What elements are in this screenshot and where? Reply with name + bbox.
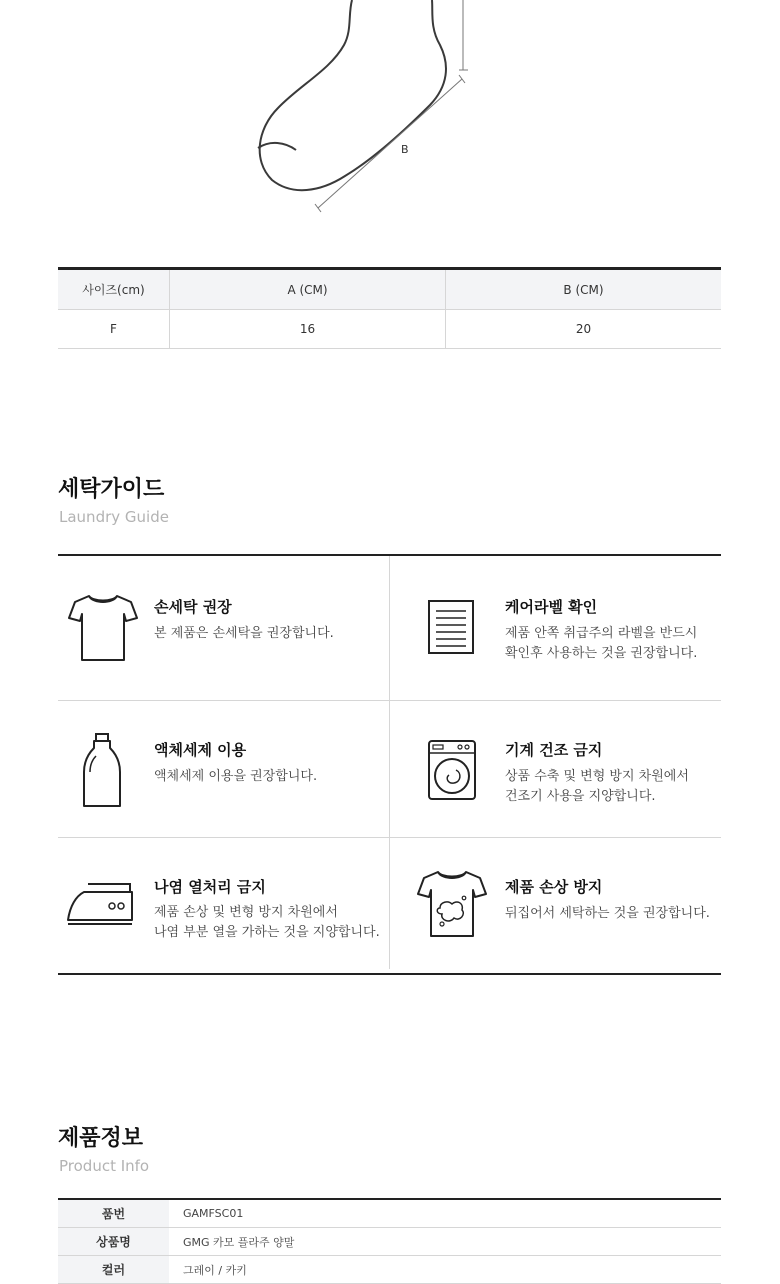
- guide-item-desc: 본 제품은 손세탁을 권장합니다.: [154, 626, 334, 641]
- laundry-guide-grid: [58, 554, 721, 975]
- info-label: 품번: [58, 1200, 169, 1227]
- guide-item-title: 액체세제 이용: [154, 741, 247, 759]
- product-info-table: [58, 1198, 721, 1284]
- product-info-title: 제품정보: [58, 1126, 144, 1151]
- guide-item-desc: 제품 손상 및 변형 방지 차원에서 나염 부분 열을 가하는 것을 지양합니다.: [154, 905, 380, 940]
- guide-item-title: 기계 건조 금지: [505, 741, 603, 759]
- dimension-b-line: [318, 79, 462, 208]
- sock-diagram: [0, 0, 780, 240]
- guide-item-desc: 상품 수축 및 변형 방지 차원에서 건조기 사용을 지양합니다.: [505, 769, 689, 804]
- guide-item-title: 제품 손상 방지: [505, 878, 603, 896]
- size-cell-a: 16: [169, 310, 445, 348]
- inside-out-shirt-icon: [416, 868, 488, 940]
- size-cell-size: F: [110, 322, 117, 336]
- sock-outline: [260, 0, 446, 190]
- sock-heel-line: [258, 143, 296, 150]
- iron-icon: [66, 878, 134, 926]
- guide-item-title: 손세탁 권장: [154, 598, 232, 616]
- dimension-b-label: B: [401, 143, 409, 156]
- detergent-bottle-icon: [82, 732, 122, 808]
- size-header-b: B (CM): [445, 270, 721, 309]
- size-cell-b: 20: [445, 310, 721, 348]
- guide-item-desc: 액체세제 이용을 권장합니다.: [154, 769, 318, 784]
- guide-item-desc: 뒤집어서 세탁하는 것을 권장합니다.: [505, 906, 710, 921]
- divider: [389, 556, 390, 969]
- guide-item-title: 케어라벨 확인: [505, 598, 598, 616]
- info-value: GAMFSC01: [183, 1207, 244, 1220]
- table-row: [58, 1200, 721, 1228]
- guide-item-title: 나염 열처리 금지: [154, 878, 266, 896]
- laundry-guide-title: 세탁가이드: [58, 477, 165, 502]
- divider: [58, 837, 721, 838]
- table-row: [58, 1228, 721, 1256]
- dryer-icon: [428, 740, 476, 800]
- info-label: 상품명: [58, 1228, 169, 1255]
- size-table-header: [58, 270, 721, 310]
- care-label-icon: [428, 600, 474, 654]
- table-row: [58, 310, 721, 349]
- laundry-guide-subtitle: Laundry Guide: [59, 508, 169, 526]
- guide-item-desc: 제품 안쪽 취급주의 라벨을 반드시 확인후 사용하는 것을 권장합니다.: [505, 626, 698, 661]
- size-header-a: A (CM): [169, 270, 445, 309]
- info-value: GMG 카모 플라주 양말: [183, 1235, 295, 1249]
- info-value: 그레이 / 카키: [183, 1263, 247, 1277]
- info-label: 컬러: [58, 1256, 169, 1283]
- divider: [58, 700, 721, 701]
- size-table: [58, 267, 721, 349]
- tshirt-icon: [67, 592, 139, 664]
- product-info-subtitle: Product Info: [59, 1157, 150, 1175]
- size-header-size: 사이즈(cm): [82, 283, 145, 297]
